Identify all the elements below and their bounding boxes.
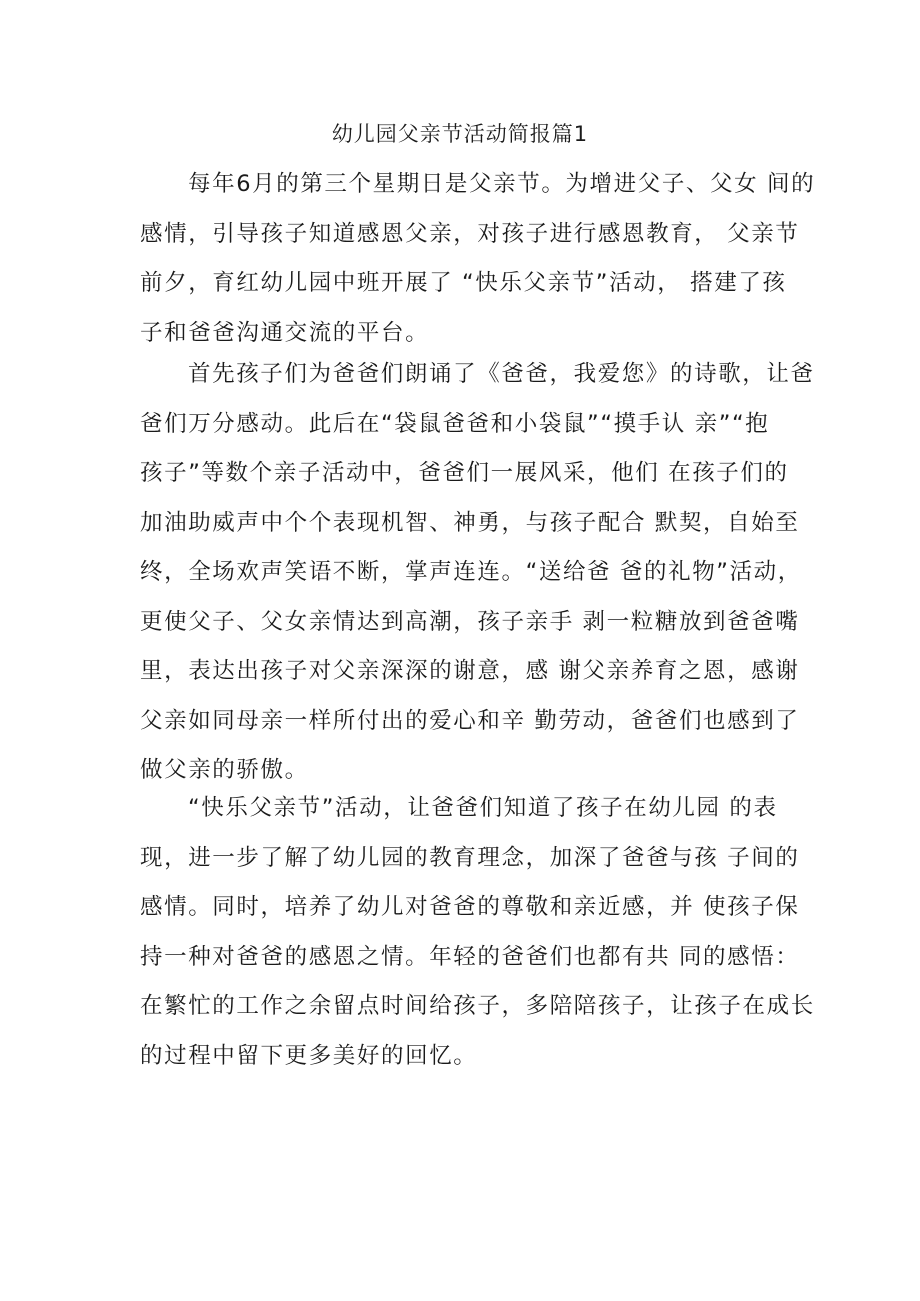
paragraph-line: 感情。同时，培养了幼儿对爸爸的尊敬和亲近感，并 使孩子保	[140, 894, 800, 920]
paragraph-line: 孩子”等数个亲子活动中，爸爸们一展风采，他们 在孩子们的	[140, 460, 789, 486]
paragraph-line: “快乐父亲节”活动，让爸爸们知道了孩子在幼儿园 的表	[188, 795, 778, 821]
paragraph-line: 的过程中留下更多美好的回忆。	[140, 1042, 478, 1069]
paragraph-line: 在繁忙的工作之余留点时间给孩子，多陪陪孩子，让孩子在成长	[140, 993, 815, 1019]
paragraph-line: 子和爸爸沟通交流的平台。	[140, 319, 430, 346]
paragraph-line: 爸们万分感动。此后在“袋鼠爸爸和小袋鼠”“摸手认 亲”“抱	[140, 410, 770, 437]
paragraph-line: 更使父子、父女亲情达到高潮，孩子亲手 剥一粒糖放到爸爸嘴	[140, 608, 800, 635]
paragraph-line: 终，全场欢声笑语不断，掌声连连。“送给爸 爸的礼物”活动，	[140, 559, 802, 585]
paragraph-line: 现，进一步了解了幼儿园的教育理念，加深了爸爸与孩 子间的	[140, 844, 800, 871]
paragraph-line: 感情，引导孩子知道感恩父亲，对孩子进行感恩教育， 父亲节	[140, 220, 800, 247]
paragraph-2	[140, 350, 815, 796]
paragraph-line: 前夕，育红幼儿园中班开展了 “快乐父亲节”活动， 搭建了孩	[140, 270, 787, 296]
paragraph-line: 每年6月的第三个星期日是父亲节。为增进父子、父女 间的	[188, 171, 816, 197]
paragraph-1	[140, 160, 816, 358]
paragraph-line: 做父亲的骄傲。	[140, 757, 309, 783]
paragraph-line: 里，表达出孩子对父亲深深的谢意，感 谢父亲养育之恩，感谢	[140, 658, 800, 684]
paragraph-3	[140, 784, 815, 1081]
paragraph-line: 持一种对爸爸的感恩之情。年轻的爸爸们也都有共 同的感悟：	[140, 943, 800, 970]
paragraph-line: 加油助威声中个个表现机智、神勇，与孩子配合 默契，自始至	[140, 509, 800, 536]
paragraph-line: 父亲如同母亲一样所付出的爱心和辛 勤劳动，爸爸们也感到了	[140, 707, 800, 734]
document-title: 幼儿园父亲节活动简报篇1	[331, 122, 589, 146]
paragraph-line: 首先孩子们为爸爸们朗诵了《爸爸，我爱您》的诗歌，让爸	[188, 361, 815, 387]
